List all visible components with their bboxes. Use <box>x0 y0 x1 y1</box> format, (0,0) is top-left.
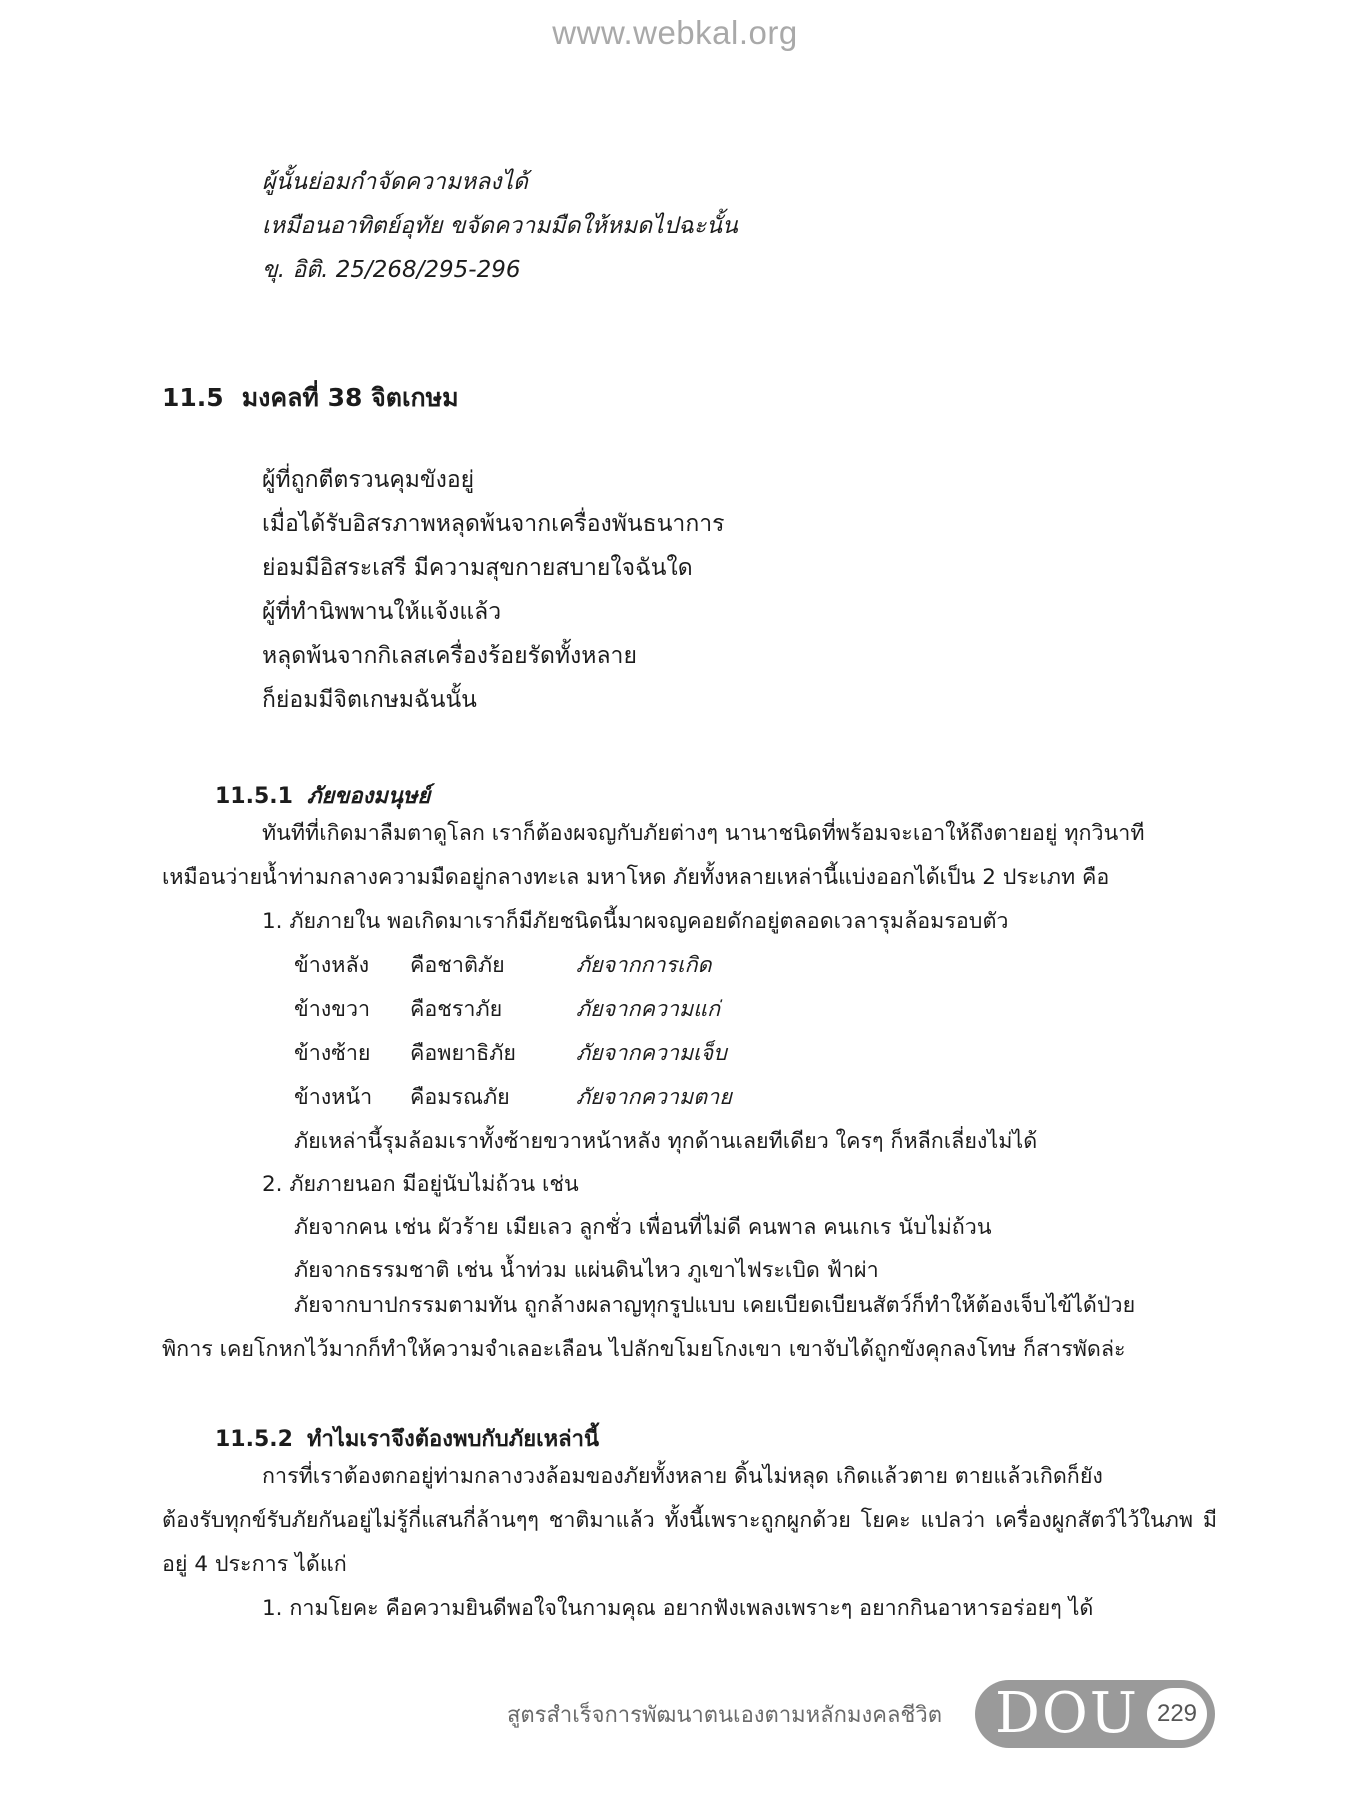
list-item: 2. ภัยภายนอก มีอยู่นับไม่ถ้วน เช่น <box>262 1172 579 1197</box>
row-name: คือชาติภัย <box>410 953 505 978</box>
dou-page-badge <box>975 1680 1215 1748</box>
paragraph <box>162 812 1217 900</box>
row-desc: ภัยจากความเจ็บ <box>576 1041 727 1066</box>
subsection-title: ทำไมเราจึงต้องพบกับภัยเหล่านี้ <box>306 1427 599 1452</box>
poem <box>262 458 725 722</box>
verse-line: ผู้นั้นย่อมกำจัดความหลงได้ <box>262 169 528 195</box>
row-name: คือมรณภัย <box>410 1085 510 1110</box>
section-number: 11.5 <box>162 383 224 412</box>
dou-logo: DOU <box>995 1681 1140 1746</box>
paragraph-text: ต้องรับทุกข์รับภัยกันอยู่ไม่รู้กี่แสนกี่ล้านๆๆ ชาติมาแล้ว ทั้งนี้เพราะถูกผูกด้วย โยคะ แปลว่า เครื่องผูกสัตว์ไว้ในภพ มีอยู่ 4 ประการ ได้แก่ <box>162 1508 1217 1577</box>
section-heading <box>162 378 459 418</box>
poem-line: ย่อมมีอิสระเสรี มีความสุขกายสบายใจฉันใด <box>262 555 693 581</box>
table-row <box>294 1076 732 1120</box>
row-desc: ภัยจากการเกิด <box>576 953 712 978</box>
paragraph <box>162 1455 1217 1587</box>
page-number: 229 <box>1147 1688 1207 1740</box>
subsection-number: 11.5.2 <box>215 1427 293 1452</box>
paragraph-first-line: ภัยจากบาปกรรมตามทัน ถูกล้างผลาญทุกรูปแบบ เคยเบียดเบียนสัตว์ก็ทำให้ต้องเจ็บไข้ได้ป่วย <box>294 1293 1136 1318</box>
row-name: คือพยาธิภัย <box>410 1041 517 1066</box>
poem-line: เมื่อได้รับอิสรภาพหลุดพ้นจากเครื่องพันธนาการ <box>262 511 725 537</box>
row-desc: ภัยจากความตาย <box>576 1085 732 1110</box>
example-line: ภัยจากคน เช่น ผัวร้าย เมียเลว ลูกชั่ว เพื่อนที่ไม่ดี คนพาล คนเกเร นับไม่ถ้วน <box>294 1215 992 1240</box>
paragraph <box>162 1284 1217 1372</box>
example-line: ภัยจากธรรมชาติ เช่น น้ำท่วม แผ่นดินไหว ภูเขาไฟระเบิด ฟ้าผ่า <box>294 1258 879 1283</box>
row-side: ข้างซ้าย <box>294 1041 371 1066</box>
subsection-heading <box>215 778 430 813</box>
paragraph-text: พิการ เคยโกหกไว้มากก็ทำให้ความจำเลอะเลือน ไปลักขโมยโกงเขา เขาจับได้ถูกขังคุกลงโทษ ก็สารพัดล่ะ <box>162 1337 1126 1362</box>
poem-line: หลุดพ้นจากกิเลสเครื่องร้อยรัดทั้งหลาย <box>262 643 637 669</box>
row-side: ข้างหลัง <box>294 953 370 978</box>
poem-line: ก็ย่อมมีจิตเกษมฉันนั้น <box>262 687 477 713</box>
row-side: ข้างขวา <box>294 997 371 1022</box>
list-item: 1. กามโยคะ คือความยินดีพอใจในกามคุณ อยากฟังเพลงเพราะๆ อยากกินอาหารอร่อยๆ ได้ <box>262 1596 1094 1621</box>
book-title: สูตรสำเร็จการพัฒนาตนเองตามหลักมงคลชีวิต <box>506 1703 942 1728</box>
table-row <box>294 1032 732 1076</box>
danger-table <box>294 944 732 1120</box>
verse-line: เหมือนอาทิตย์อุทัย ขจัดความมืดให้หมดไปฉะนั้น <box>262 213 738 239</box>
summary-line: ภัยเหล่านี้รุมล้อมเราทั้งซ้ายขวาหน้าหลัง ทุกด้านเลยทีเดียว ใครๆ ก็หลีกเลี่ยงไม่ได้ <box>294 1129 1038 1154</box>
poem-line: ผู้ที่ทำนิพพานให้แจ้งแล้ว <box>262 599 502 625</box>
paragraph-first-line: ทันทีที่เกิดมาลืมตาดูโลก เราก็ต้องผจญกับภัยต่างๆ นานาชนิดที่พร้อมจะเอาให้ถึงตายอยู่ ทุกวินาที <box>262 821 1145 846</box>
subsection-number: 11.5.1 <box>215 784 293 809</box>
watermark: www.webkal.org <box>552 14 798 51</box>
subsection-heading <box>215 1421 599 1456</box>
row-name: คือชราภัย <box>410 997 503 1022</box>
section-title: มงคลที่ 38 จิตเกษม <box>241 383 459 412</box>
paragraph-text: เหมือนว่ายน้ำท่ามกลางความมืดอยู่กลางทะเล มหาโหด ภัยทั้งหลายเหล่านี้แบ่งออกได้เป็น 2 ประเภท คือ <box>162 865 1110 890</box>
subsection-title: ภัยของมนุษย์ <box>306 784 431 809</box>
list-item: 1. ภัยภายใน พอเกิดมาเราก็มีภัยชนิดนี้มาผจญคอยดักอยู่ตลอดเวลารุมล้อมรอบตัว <box>262 909 1009 934</box>
row-desc: ภัยจากความแก่ <box>576 997 721 1022</box>
table-row <box>294 944 732 988</box>
verse-citation: ขุ. อิติ. 25/268/295-296 <box>262 257 521 283</box>
paragraph-first-line: การที่เราต้องตกอยู่ท่ามกลางวงล้อมของภัยทั้งหลาย ดิ้นไม่หลุด เกิดแล้วตาย ตายแล้วเกิดก็ยัง <box>262 1464 1103 1489</box>
verse-quote <box>262 160 738 292</box>
table-row <box>294 988 732 1032</box>
poem-line: ผู้ที่ถูกตีตรวนคุมขังอยู่ <box>262 467 475 493</box>
row-side: ข้างหน้า <box>294 1085 373 1110</box>
